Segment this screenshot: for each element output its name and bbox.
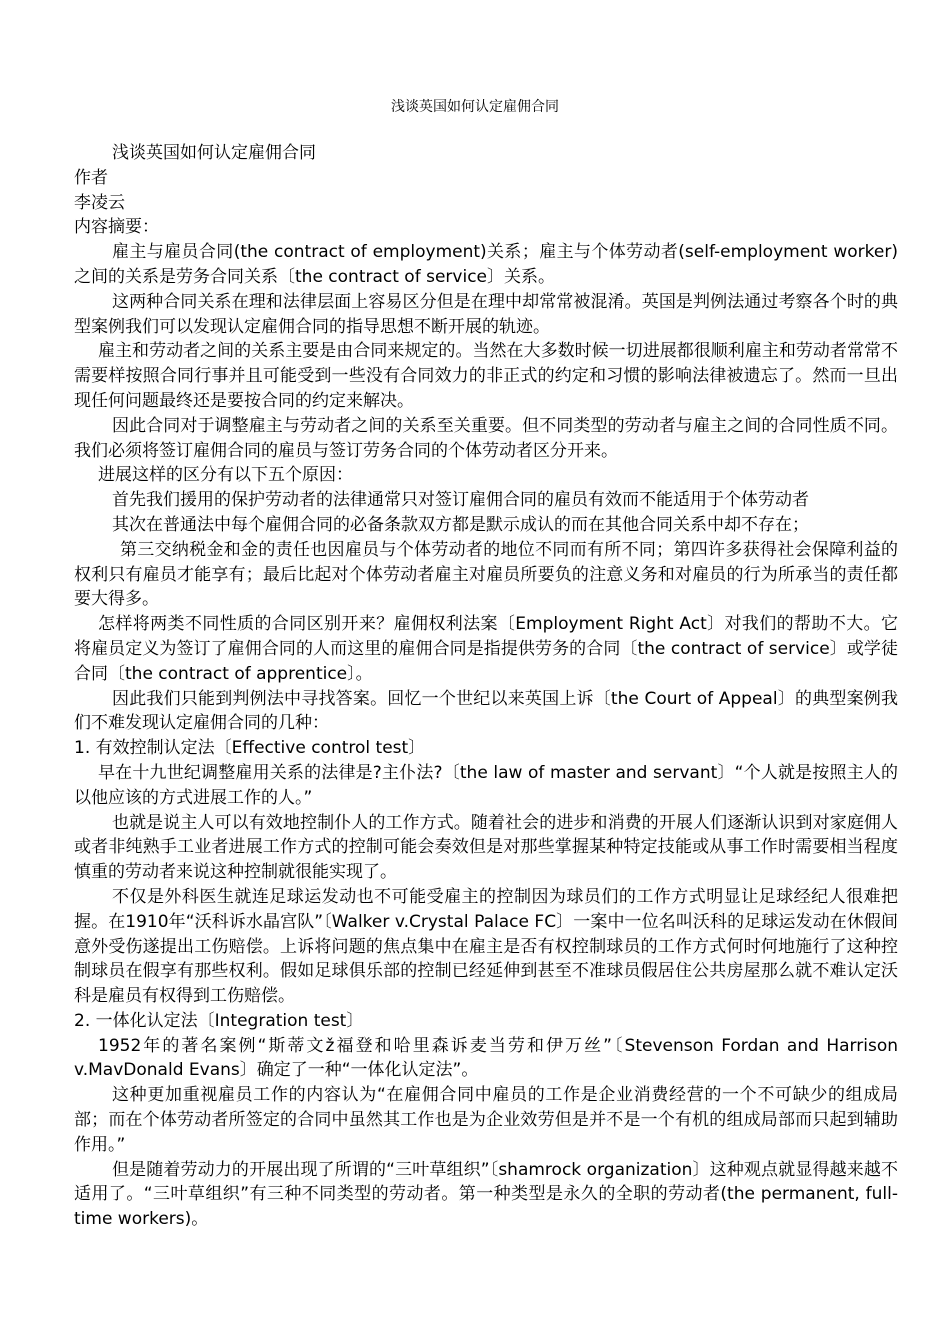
author-label: 作者: [74, 167, 108, 188]
paragraph: 雇主和劳动者之间的关系主要是由合同来规定的。当然在大多数时候一切进展都很顺利雇主和劳动者常常不需要样按照合同行事并且可能受到一些没有合同效力的非正式的约定和习惯的影响法律被遗忘了。然而一旦出现任何问题最终还是要按合同的约定来解决。: [74, 341, 898, 411]
paragraph: 怎样将两类不同性质的合同区别开来？雇佣权利法案〔Employment Right Act〕对我们的帮助不大。它将雇员定义为签订了雇佣合同的人而这里的雇佣合同是指提供劳务的合同〔the contract of service〕或学徒合同〔the contract of apprentice〕。: [74, 614, 898, 684]
paragraph: 因此我们只能到判例法中寻找答案。回忆一个世纪以来英国上诉〔the Court of Appeal〕的典型案例我们不难发现认定雇佣合同的几种：: [74, 688, 898, 734]
section-heading: 1. 有效控制认定法〔Effective control test〕: [74, 738, 426, 759]
paragraph: 因此合同对于调整雇主与劳动者之间的关系至关重要。但不同类型的劳动者与雇主之间的合同性质不同。我们必须将签订雇佣合同的雇员与签订劳务合同的个体劳动者区分开来。: [74, 415, 898, 461]
paragraph: 雇主与雇员合同(the contract of employment)关系；雇主与个体劳动者(self-employment worker)之间的关系是劳务合同关系〔the contract of service〕关系。: [74, 242, 898, 287]
paragraph: 其次在普通法中每个雇佣合同的必备条款双方都是默示成认的而在其他合同关系中却不存在；: [112, 514, 809, 535]
running-header: 浅谈英国如何认定雇佣合同: [391, 99, 559, 115]
document-body: [74, 141, 898, 1232]
author-name: 李凌云: [74, 192, 125, 213]
document-title: 浅谈英国如何认定雇佣合同: [112, 143, 316, 163]
paragraph: 也就是说主人可以有效地控制仆人的工作方式。随着社会的进步和消费的开展人们逐渐认识到对家庭佣人或者非纯熟手工业者进展工作方式的控制可能会奏效但是对那些掌握某种特定技能或从事工作时需要相当程度慎重的劳动者来说这种控制就很能实现了。: [74, 812, 898, 883]
paragraph: 不仅是外科医生就连足球运发动也不可能受雇主的控制因为球员们的工作方式明显让足球经纪人很难把握。在1910年“沃科诉水晶宫队”〔Walker v.Crystal Palace FC〕一案中一位名叫沃科的足球运发动在休假间意外受伤遂提出工伤赔偿。上诉将问题的焦点集中在雇主是否有权控制球员的工作方式何时何地施行了这种控制球员在假享有那些权利。假如足球俱乐部的控制已经延伸到甚至不准球员假居住公共房屋那么就不难认定沃科是雇员有权得到工伤赔偿。: [74, 886, 898, 1007]
paragraph: 1952年的著名案例“斯蒂文ž福登和哈里森诉麦当劳和伊万丝”〔Stevenson Fordan and Harrison v.MavDonald Evans〕确定了一种“一体化认定法”。: [74, 1035, 898, 1081]
paragraph: 这种更加重视雇员工作的内容认为“在雇佣合同中雇员的工作是企业消费经营的一个不可缺少的组成局部；而在个体劳动者所签定的合同中虽然其工作也是为企业效劳但是并不是一个有机的组成局部而只起到辅助作用。”: [74, 1085, 898, 1155]
paragraph: 进展这样的区分有以下五个原因：: [98, 465, 353, 486]
paragraph: 这两种合同关系在理和法律层面上容易区分但是在理中却常常被混淆。英国是判例法通过考察各个时的典型案例我们可以发现认定雇佣合同的指导思想不断开展的轨迹。: [74, 291, 898, 337]
paragraph: 早在十九世纪调整雇用关系的法律是?主仆法?〔the law of master and servant〕“个人就是按照主人的以他应该的方式进展工作的人。”: [74, 762, 898, 808]
paragraph: 第三交纳税金和金的责任也因雇员与个体劳动者的地位不同而有所不同；第四许多获得社会保障利益的权利只有雇员才能享有；最后比起对个体劳动者雇主对雇员所要负的注意义务和对雇员的行为所承当的责任都要大得多。: [74, 539, 898, 610]
section-heading: 2. 一体化认定法〔Integration test〕: [74, 1010, 364, 1031]
abstract-label: 内容摘要：: [74, 217, 159, 238]
paragraph: 但是随着劳动力的开展出现了所谓的“三叶草组织”〔shamrock organization〕这种观点就显得越来越不适用了。“三叶草组织”有三种不同类型的劳动者。第一种类型是永久的全职的劳动者(the permanent, full-time workers)。: [74, 1159, 898, 1230]
paragraph: 首先我们援用的保护劳动者的法律通常只对签订雇佣合同的雇员有效而不能适用于个体劳动者: [112, 490, 809, 511]
